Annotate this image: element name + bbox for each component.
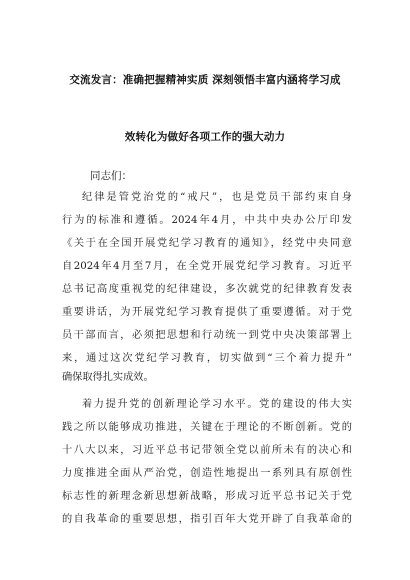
paragraph-line: 践之所以能够成功推进，关键在于理论的不断创新。党的	[62, 422, 352, 433]
paragraph-line: 总书记高度重视党的纪律建设，多次就党的纪律教育发表	[62, 284, 352, 295]
paragraph-line: 员干部而言，必须把思想和行动统一到党中央决策部署上	[62, 330, 352, 341]
paragraph-line: 着力提升党的创新理论学习水平。党的建设的伟大实	[82, 399, 352, 410]
paragraph-line: 十八大以来，习近平总书记带领全党以前所未有的决心和	[62, 445, 352, 456]
paragraph-line: 确保取得扎实成效。	[62, 372, 154, 383]
greeting: 同志们：	[90, 170, 132, 182]
paragraph-line: 行为的标准和遵循。2024年4月，中共中央办公厅印发	[62, 215, 352, 226]
paragraph-line: 的自我革命的重要思想，指引百年大党开辟了自我革命的	[62, 514, 352, 525]
paragraph-line: 重要讲话，为开展党纪学习教育提供了重要遵循。对于党	[62, 307, 352, 318]
paragraph-line: 来，通过这次党纪学习教育，切实做到“三个着力提升”	[62, 353, 352, 364]
paragraph-line: 纪律是管党治党的“戒尺”，也是党员干部约束自身	[82, 192, 352, 203]
paragraph-line: 标志性的新理念新思想新战略，形成习近平总书记关于党	[62, 491, 352, 502]
paragraph-line: 自2024年4月至7月，在全党开展党纪学习教育。习近平	[62, 261, 352, 272]
document-title-line-2: 效转化为做好各项工作的强大动力	[124, 131, 286, 143]
document-title-line-1: 交流发言：准确把握精神实质 深刻领悟丰富内涵将学习成	[69, 74, 341, 86]
paragraph-line: 力度推进全面从严治党，创造性地提出一系列具有原创性	[62, 468, 352, 479]
paragraph-line: 《关于在全国开展党纪学习教育的通知》，经党中央同意	[62, 238, 352, 249]
